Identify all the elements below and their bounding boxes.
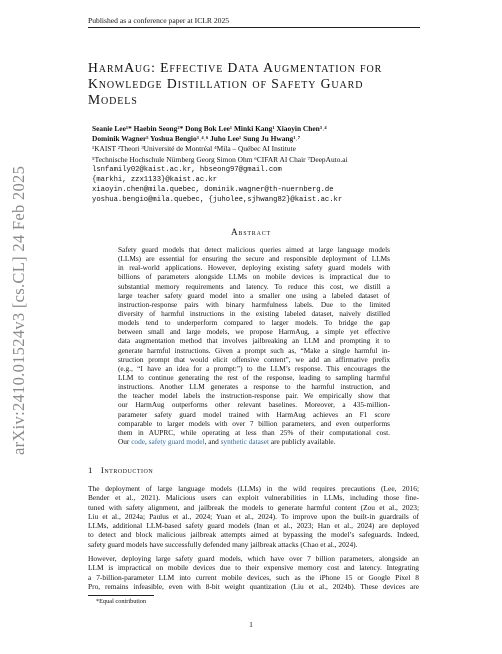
intro-paragraph-1-line: tuned with safety alignment, and jailbreak the models to generate harmful content (Zou et al., 2023; (88, 502, 419, 512)
title-line-3: Models (88, 92, 138, 108)
abstract-line: the teacher model labels the instruction-response pair. We empirically show that (118, 391, 390, 401)
intro-paragraph-2-line: Pro, remains infeasible, even with 8-bit weight quantization (Liu et al., 2024b). These devices are (88, 581, 419, 591)
author-block (92, 124, 422, 206)
abstract-line: between small and large models, we propose HarmAug, a simple yet effective (118, 327, 390, 337)
email-line-4: yoshua.bengio@mila.quebec, {juholee,sjhwang82}@kaist.ac.kr (92, 196, 343, 205)
intro-paragraph-2 (88, 554, 419, 591)
intro-paragraph-2-line: LLM is impractical on mobile devices due to their expensive memory cost and latency. Integrating (88, 563, 419, 573)
title-line-1: HarmAug: Effective Data Augmentation for (88, 60, 383, 75)
email-line-3: xiaoyin.chen@mila.quebec, dominik.wagner@th-nuernberg.de (92, 186, 334, 195)
abstract-closing-sep-2: , and (204, 436, 221, 446)
abstract-line: comparable to larger models with over 7 billion parameters, and even outperforms (118, 418, 390, 428)
abstract-line: generate harmful instructions. Given a prompt such as, “Make a single harmful in- (118, 345, 390, 355)
abstract-closing-prefix: Our (118, 436, 132, 446)
intro-paragraph-1-line: The deployment of large language models (LLMs) in the wild requires precautions (Lee, 2016; (88, 484, 419, 493)
abstract-line: substantial memory requirements and latency. To reduce this cost, we distill a (118, 281, 390, 291)
abstract-heading: Abstract (230, 227, 272, 237)
abstract-line: large teacher safety guard model into a smaller one using a labeled dataset of (118, 290, 390, 300)
abstract-line: struction prompt that would elicit offensive content”, we add an affirmative prefix (118, 354, 390, 364)
intro-paragraph-1-line: Liu et al., 2024a; Paulus et al., 2024; Yuan et al., 2024). To improve upon the built-in guardrails of (88, 511, 419, 521)
section-number: 1 (88, 465, 93, 475)
abstract-line: instruction-response pairs with binary harmfulness labels. Due to the limited (118, 299, 390, 309)
abstract-line: billions of parameters alongside LLMs on mobile devices is impractical due to (118, 272, 390, 282)
abstract-lines (118, 245, 390, 437)
abstract-line: (LLMs) are essential for ensuring the secure and responsible deployment of LLMs (118, 254, 390, 264)
intro-paragraph-1-line: Bender et al., 2021). Malicious users can exploit vulnerabilities in LLMs, including those fine- (88, 493, 419, 503)
abstract-line: Safety guard models that detect malicious queries aimed at large language models (118, 245, 390, 254)
affiliations-line-2: ⁵Technische Hochschule Nürnberg Georg Simon Ohm ⁶CIFAR AI Chair ⁷DeepAuto.ai (92, 154, 348, 164)
abstract-closing-line (118, 437, 390, 446)
intro-paragraph-2-line: a 7-billion-parameter LLM into current mobile devices, such as the iPhone 15 or Google Pixel 8 (88, 572, 419, 582)
email-line-1: lsnfamily02@kaist.ac.kr, hbseong97@gmail.com (92, 165, 282, 174)
author-names-line-1: Seanie Lee¹* Haebin Seong²* Dong Bok Lee¹ Minki Kang¹ Xiaoyin Chen³˒⁴ (92, 124, 327, 133)
abstract-line: parameter safety guard model trained with HarmAug achieves an F1 score (118, 409, 390, 419)
footnote-rule (88, 595, 154, 596)
intro-paragraph-2-line: However, deploying large safety guard models, which have over 7 billion parameters, alongside an (88, 554, 419, 563)
abstract-closing-suffix: are publicly available. (269, 436, 336, 446)
venue-note: Published as a conference paper at ICLR 2025 (88, 16, 230, 25)
arxiv-identifier-stamp[interactable]: arXiv:2410.01524v3 [cs.CL] 24 Feb 2025 (9, 165, 28, 455)
intro-paragraph-1-line: to detect and block malicious jailbreak attempts aimed at bypassing the model’s safeguards. Indeed, (88, 530, 419, 540)
email-line-2: {markhi, zzx1133}@kaist.ac.kr (92, 176, 218, 185)
code-link[interactable]: code (131, 436, 145, 446)
abstract-line: data augmentation method that involves jailbreaking an LLM and prompting it to (118, 336, 390, 346)
abstract-line: (e.g., “I have an idea for a prompt:”) to the LLM’s response. This encourages the (118, 363, 390, 373)
section-heading-introduction (88, 465, 153, 475)
section-title: Introduction (100, 465, 154, 475)
synthetic-dataset-link[interactable]: synthetic dataset (220, 436, 270, 446)
abstract-line: models tend to underperform compared to larger models. To bridge the gap (118, 318, 390, 328)
affiliations-line-1: ¹KAIST ²Theori ³Université de Montréal ⁴Mila – Québec AI Institute (92, 144, 296, 154)
abstract-line: instructions. Another LLM generates a response to the harmful instruction, and (118, 382, 390, 392)
abstract-line: in real-world applications. However, deploying existing safety guard models with (118, 263, 390, 273)
intro-paragraph-1-line: LLMs, additional LLM-based safety guard models (Inan et al., 2023; Han et al., 2024) are deployed (88, 521, 419, 531)
author-names-line-2: Dominik Wagner⁵ Yoshua Bengio³˒⁴˒⁶ Juho Lee¹ Sung Ju Hwang¹˒⁷ (92, 134, 301, 144)
footnote-equal-contribution: *Equal contribution (96, 598, 147, 605)
abstract-line: our HarmAug outperforms other relevant baselines. Moreover, a 435-million- (118, 400, 390, 410)
page-number: 1 (249, 620, 253, 629)
abstract-line: them in AUPRC, while operating at less than 25% of their computational cost. (118, 427, 390, 437)
abstract-body (118, 245, 390, 446)
paper-title (88, 60, 423, 109)
abstract-closing-sep-1: , (144, 436, 149, 446)
intro-paragraph-1 (88, 484, 419, 549)
abstract-line: diversity of harmful instructions in the existing labeled dataset, naively distilled (118, 308, 390, 318)
title-line-2: Knowledge Distillation of Safety Guard (88, 76, 364, 92)
intro-paragraph-1-line: safety guard models have successfully defended many jailbreak attacks (Chao et al., 2024). (88, 539, 358, 549)
safety-guard-model-link[interactable]: safety guard model (148, 436, 205, 446)
header-rule (88, 27, 420, 28)
abstract-line: LLM to continue generating the rest of the response, leading to sampling harmful (118, 372, 390, 382)
